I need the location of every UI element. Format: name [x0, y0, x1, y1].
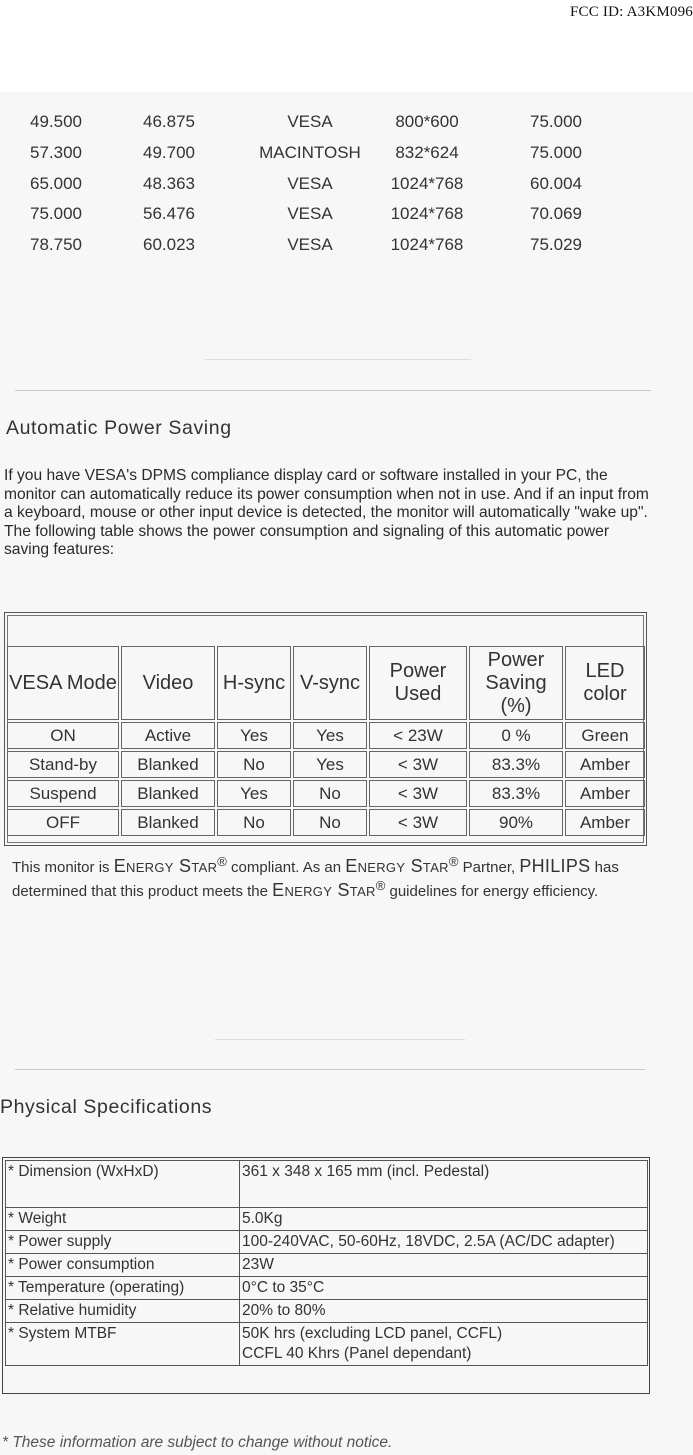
spec-label: * Weight: [6, 1208, 240, 1231]
spec-value: 23W: [240, 1254, 648, 1277]
table-cell: Amber: [565, 809, 645, 836]
table-cell: Stand-by: [7, 751, 119, 778]
timing-cell: 60.004: [530, 173, 582, 193]
energy-text: Partner,: [458, 859, 520, 876]
table-cell: Amber: [565, 780, 645, 807]
spec-label: * Power supply: [6, 1231, 240, 1254]
table-cell: ON: [7, 722, 119, 749]
short-divider: [205, 359, 471, 360]
energy-text: has determined that this product meets the: [12, 859, 619, 900]
power-saving-table: [5, 644, 647, 838]
spec-value: 20% to 80%: [240, 1300, 648, 1323]
table-cell: < 3W: [369, 809, 467, 836]
timing-cell: 75.000: [30, 204, 82, 224]
timing-row: [0, 200, 693, 231]
timing-cell: 57.300: [30, 142, 82, 162]
spec-value: 5.0Kg: [240, 1208, 648, 1231]
table-row: [6, 1300, 648, 1323]
table-row: [7, 722, 645, 749]
spec-label: * System MTBF: [6, 1323, 240, 1366]
table-cell: < 3W: [369, 780, 467, 807]
power-saving-paragraph: If you have VESA's DPMS compliance display card or software installed in your PC, the monitor can automatically reduce its power consumption when not in use. And if an input from a keyboard, mouse or other input device is detected, the monitor will automatically "wake up". The following table shows the power consumption and signaling of this automatic power saving features:: [4, 467, 649, 559]
col-header: Video: [121, 646, 215, 720]
energy-star-mark: Energy Star: [113, 856, 218, 876]
table-cell: Yes: [293, 751, 367, 778]
table-row: [6, 1254, 648, 1277]
energy-text: This monitor is: [12, 859, 114, 876]
timing-row: [0, 170, 693, 201]
col-header: VESA Mode: [7, 646, 119, 720]
spec-value: 0°C to 35°C: [240, 1277, 648, 1300]
table-cell: Yes: [217, 780, 291, 807]
timing-table: [0, 108, 693, 262]
col-header: Power Saving (%): [469, 646, 563, 720]
timing-cell: 78.750: [30, 235, 82, 255]
energy-text: guidelines for energy efficiency.: [385, 883, 599, 900]
col-header: V-sync: [293, 646, 367, 720]
table-cell: 83.3%: [469, 780, 563, 807]
col-header: LED color: [565, 646, 645, 720]
power-saving-heading: Automatic Power Saving: [6, 417, 232, 439]
table-cell: < 3W: [369, 751, 467, 778]
table-cell: No: [293, 780, 367, 807]
table-row: [7, 809, 645, 836]
fcc-id: FCC ID: A3KM096: [569, 4, 693, 20]
table-row: [7, 780, 645, 807]
timing-cell: 75.000: [530, 112, 582, 131]
timing-cell: 49.700: [143, 142, 195, 162]
timing-cell: 65.000: [30, 173, 82, 193]
timing-row: [0, 139, 693, 170]
table-cell: OFF: [7, 809, 119, 836]
spec-value: [240, 1323, 648, 1366]
spec-value: 100-240VAC, 50-60Hz, 18VDC, 2.5A (AC/DC adapter): [240, 1231, 648, 1254]
timing-cell: VESA: [287, 235, 333, 255]
registered-mark: ®: [448, 854, 459, 869]
table-cell: No: [217, 751, 291, 778]
timing-cell: 1024*768: [390, 173, 464, 193]
spec-value-line: 50K hrs (excluding LCD panel, CCFL): [242, 1325, 503, 1342]
timing-cell: 70.069: [530, 204, 582, 224]
energy-star-mark: Energy Star: [272, 880, 376, 900]
timing-cell: 1024*768: [390, 235, 464, 255]
timing-cell: 48.363: [143, 173, 195, 193]
table-cell: Blanked: [121, 780, 215, 807]
table-row: [6, 1231, 648, 1254]
timing-cell: 56.476: [143, 204, 195, 224]
table-row: [6, 1161, 648, 1208]
section-divider: [15, 390, 651, 391]
energy-star-statement: [12, 855, 652, 903]
col-header: H-sync: [217, 646, 291, 720]
table-cell: Active: [121, 722, 215, 749]
col-header: Power Used: [369, 646, 467, 720]
table-cell: Suspend: [7, 780, 119, 807]
timing-cell: 75.029: [530, 235, 582, 255]
section-divider: [15, 1069, 645, 1070]
spec-label: * Dimension (WxHxD): [6, 1161, 240, 1208]
table-header-row: [7, 646, 645, 720]
registered-mark: ®: [375, 878, 386, 893]
table-row: [7, 751, 645, 778]
timing-cell: 49.500: [30, 112, 82, 131]
spec-label: * Power consumption: [6, 1254, 240, 1277]
registered-mark: ®: [217, 854, 227, 869]
table-cell: 90%: [469, 809, 563, 836]
table-cell: 83.3%: [469, 751, 563, 778]
timing-cell: 46.875: [143, 112, 195, 131]
spec-value-line: CCFL 40 Khrs (Panel dependant): [242, 1345, 472, 1362]
timing-cell: VESA: [287, 173, 333, 193]
table-cell: Amber: [565, 751, 645, 778]
table-row: [6, 1208, 648, 1231]
physical-specs-heading: Physical Specifications: [0, 1096, 213, 1118]
spec-label: * Relative humidity: [6, 1300, 240, 1323]
physical-specs-table: [5, 1160, 648, 1366]
timing-cell: VESA: [287, 112, 333, 131]
timing-cell: 60.023: [143, 235, 195, 255]
table-cell: < 23W: [369, 722, 467, 749]
table-cell: 0 %: [469, 722, 563, 749]
timing-cell: 832*624: [395, 142, 459, 162]
short-divider: [215, 1039, 465, 1040]
timing-row: [0, 231, 693, 262]
energy-star-mark: Energy Star: [345, 856, 449, 876]
table-cell: Green: [565, 722, 645, 749]
table-row: [6, 1277, 648, 1300]
table-cell: Yes: [293, 722, 367, 749]
timing-cell: MACINTOSH: [259, 142, 361, 162]
energy-text: compliant. As an: [226, 859, 346, 876]
footnote: * These information are subject to change without notice.: [2, 1434, 393, 1451]
timing-row: [0, 108, 693, 139]
timing-cell: 800*600: [395, 112, 459, 131]
table-cell: Blanked: [121, 751, 215, 778]
spec-value: 361 x 348 x 165 mm (incl. Pedestal): [240, 1161, 648, 1208]
spec-label: * Temperature (operating): [6, 1277, 240, 1300]
table-cell: No: [217, 809, 291, 836]
table-cell: Yes: [217, 722, 291, 749]
timing-cell: VESA: [287, 204, 333, 224]
table-cell: No: [293, 809, 367, 836]
timing-cell: 1024*768: [390, 204, 464, 224]
brand-name: PHILIPS: [519, 856, 591, 876]
table-cell: Blanked: [121, 809, 215, 836]
table-row: [6, 1323, 648, 1366]
timing-cell: 75.000: [530, 142, 582, 162]
